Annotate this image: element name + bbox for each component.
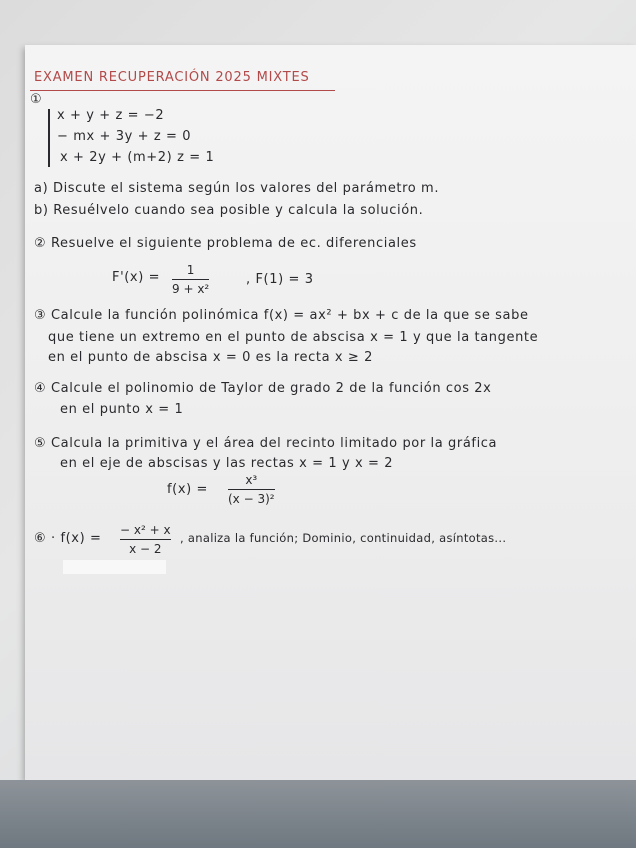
fraction-denominator: (x − 3)² bbox=[228, 492, 275, 506]
question-5-lhs: f(x) = bbox=[167, 482, 209, 497]
question-1a: a) Discute el sistema según los valores del parámetro m. bbox=[34, 181, 440, 196]
blurred-redaction bbox=[63, 560, 166, 574]
question-6-tail: , analiza la función; Dominio, continuidad, asíntotas... bbox=[180, 531, 507, 545]
fraction-bar bbox=[120, 539, 171, 540]
question-1-number: ① bbox=[30, 92, 42, 107]
page-title: EXAMEN RECUPERACIÓN 2025 MIXTES bbox=[34, 70, 310, 85]
system-eq-3: x + 2y + (m+2) z = 1 bbox=[60, 150, 215, 165]
desk-surface bbox=[0, 780, 636, 848]
question-3-line-1: ③ Calcule la función polinómica f(x) = ax² + bx + c de la que se sabe bbox=[34, 308, 529, 323]
question-3-line-3: en el punto de abscisa x = 0 es la recta x ≥ 2 bbox=[48, 350, 374, 365]
question-4-line-2: en el punto x = 1 bbox=[60, 402, 184, 417]
fraction-numerator: x³ bbox=[245, 473, 258, 487]
question-5-line-2: en el eje de abscisas y las rectas x = 1 y x = 2 bbox=[60, 456, 394, 471]
fraction-numerator: − x² + x bbox=[120, 523, 171, 537]
question-6-fraction bbox=[120, 523, 171, 556]
question-3-line-2: que tiene un extremo en el punto de abscisa x = 1 y que la tangente bbox=[48, 330, 539, 345]
question-5-line-1: ⑤ Calcula la primitiva y el área del recinto limitado por la gráfica bbox=[34, 436, 498, 451]
system-eq-1: x + y + z = −2 bbox=[57, 108, 165, 123]
question-2-condition: , F(1) = 3 bbox=[246, 272, 314, 287]
title-underline bbox=[30, 90, 335, 91]
question-2-lhs: F'(x) = bbox=[112, 270, 161, 285]
fraction-denominator: 9 + x² bbox=[172, 282, 210, 296]
fraction-bar bbox=[228, 489, 275, 490]
question-6-lead: ⑥ · f(x) = bbox=[34, 531, 102, 546]
fraction-numerator: 1 bbox=[186, 263, 195, 277]
question-2-fraction bbox=[172, 263, 209, 296]
system-eq-2: − mx + 3y + z = 0 bbox=[57, 129, 192, 144]
fraction-denominator: x − 2 bbox=[129, 542, 162, 556]
question-5-fraction bbox=[228, 473, 275, 506]
fraction-bar bbox=[172, 279, 209, 280]
question-4-line-1: ④ Calcule el polinomio de Taylor de grado 2 de la función cos 2x bbox=[34, 381, 492, 396]
question-2-text: ② Resuelve el siguiente problema de ec. diferenciales bbox=[34, 236, 417, 251]
system-brace bbox=[48, 109, 50, 167]
question-1b: b) Resuélvelo cuando sea posible y calcula la solución. bbox=[34, 203, 424, 218]
